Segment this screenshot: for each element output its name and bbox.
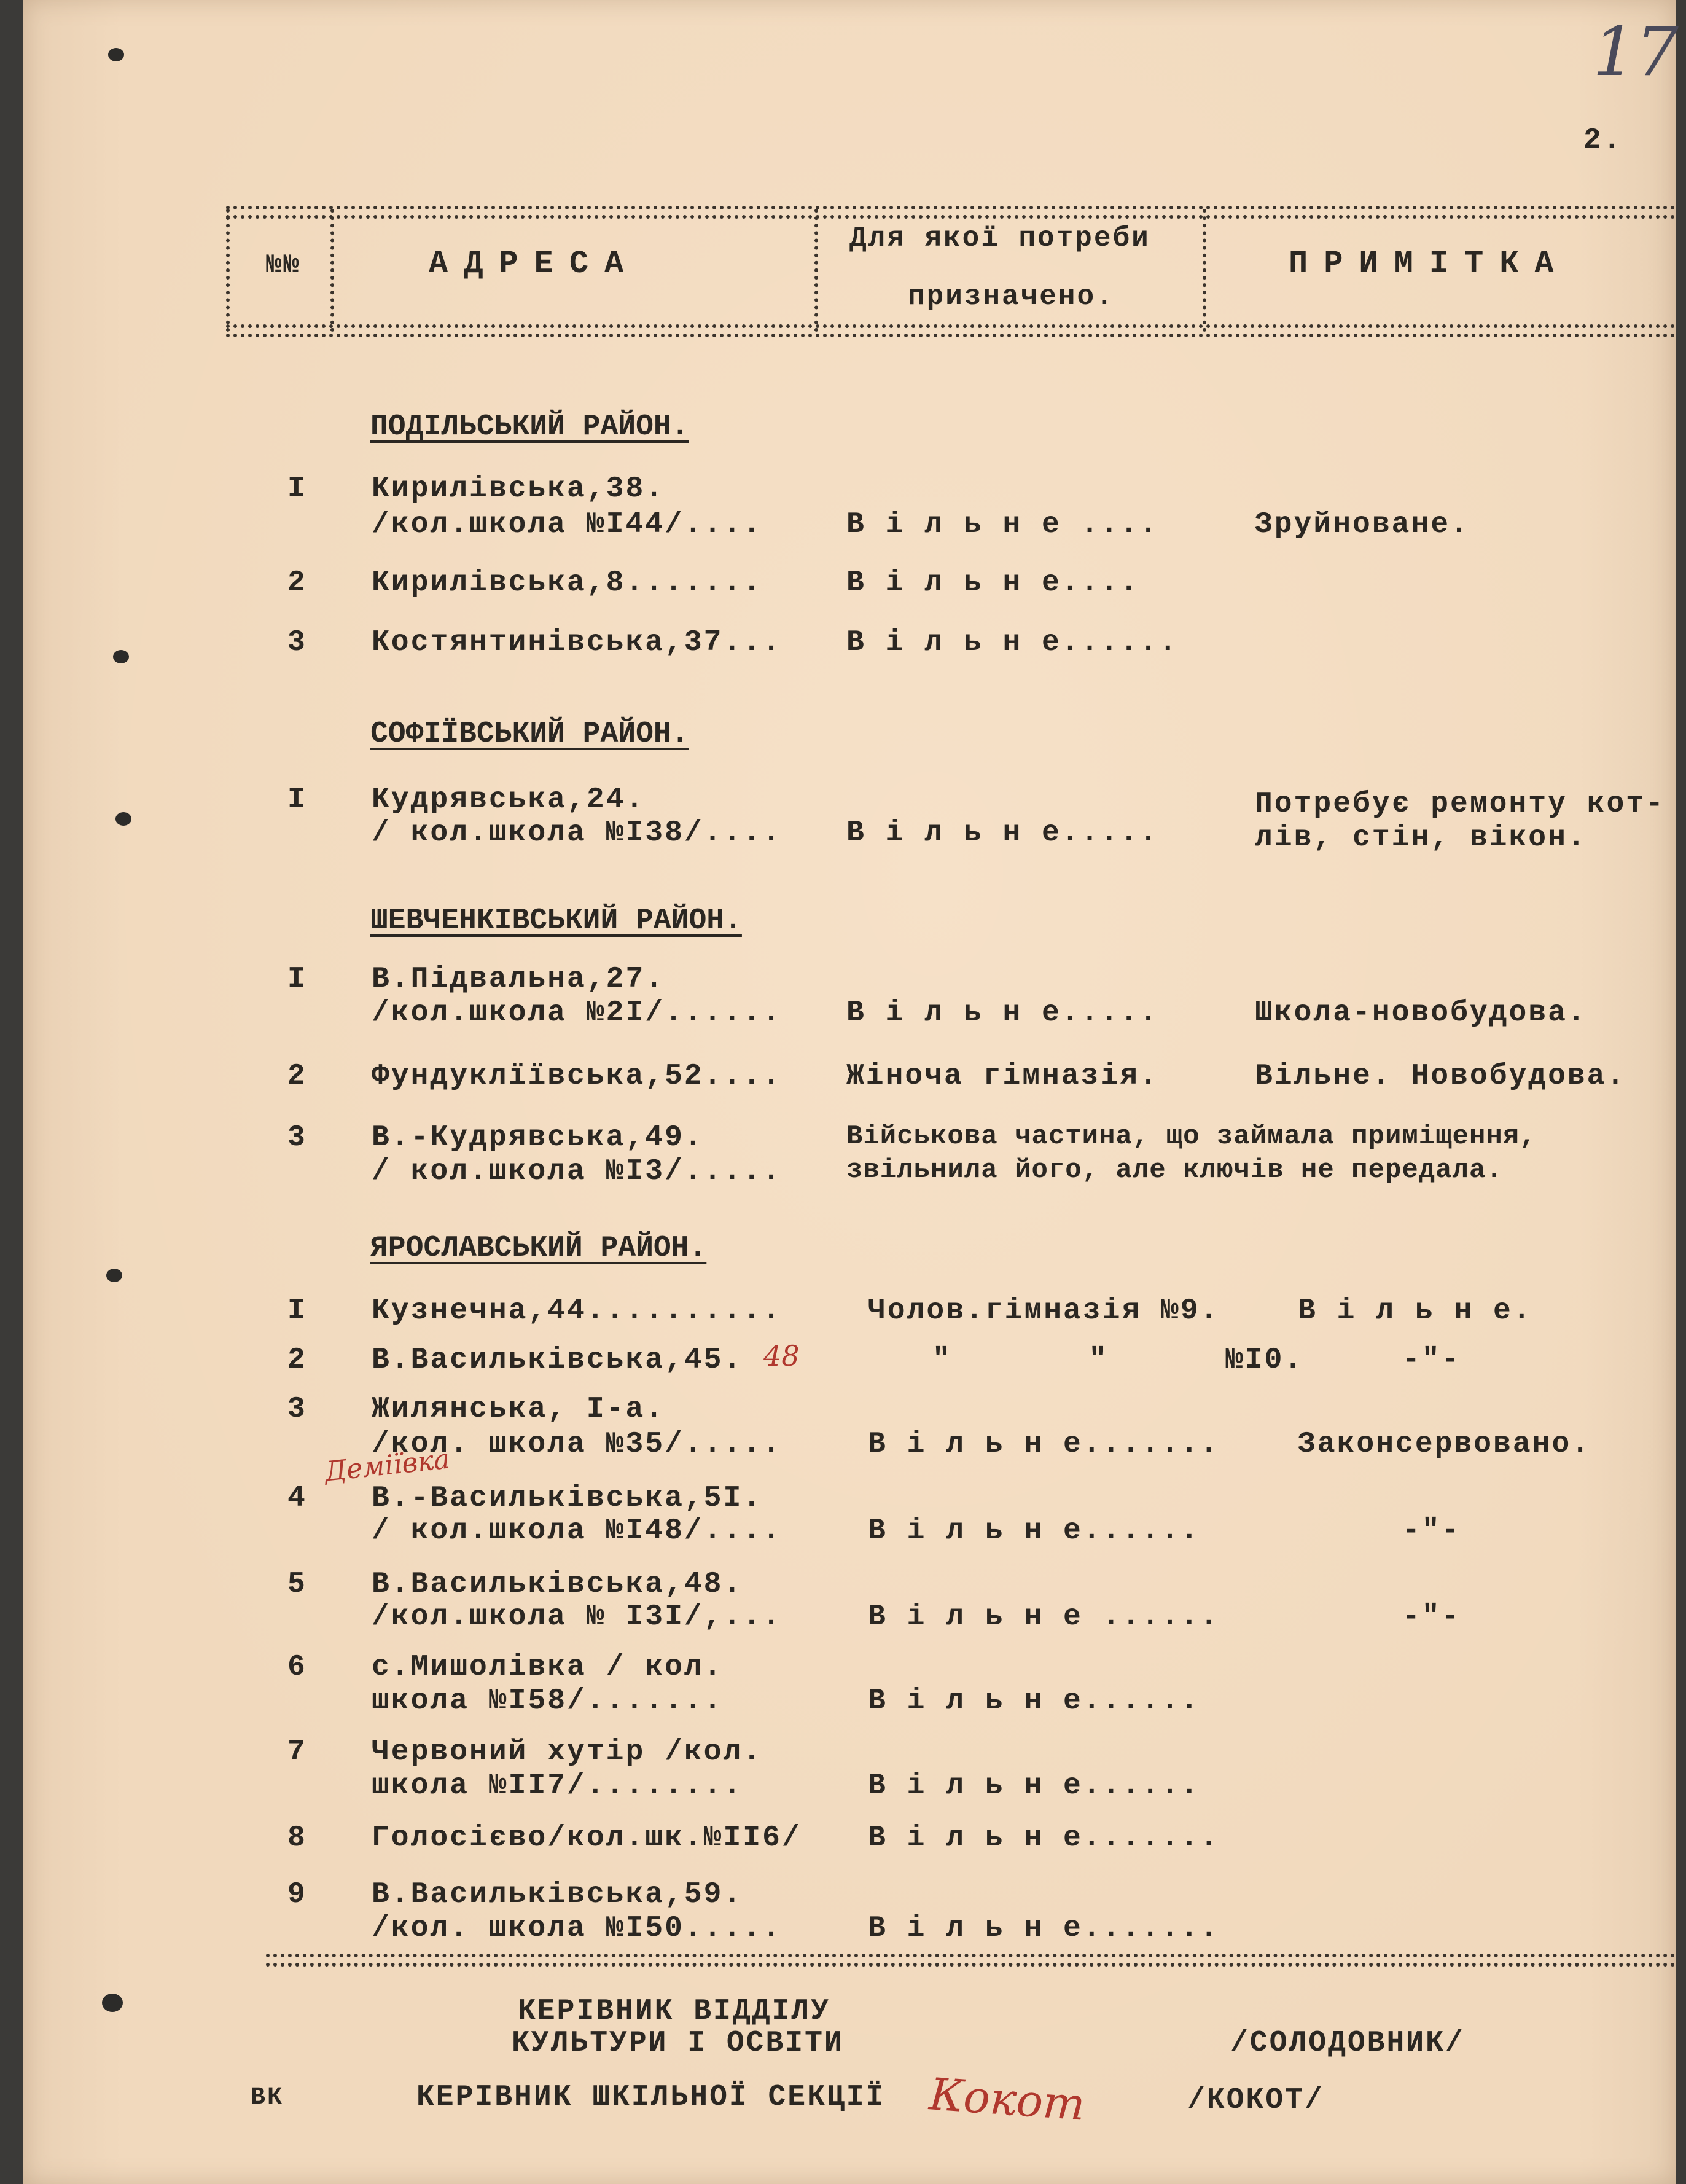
row-address-line2: / кол.школа №I48/.... bbox=[372, 1514, 782, 1548]
row-number: I bbox=[287, 1294, 307, 1328]
row-purpose: Чолов.гімназія №9. bbox=[868, 1294, 1220, 1328]
row-address-line2: школа №I58/....... bbox=[372, 1685, 724, 1718]
row-note: -"- bbox=[1402, 1600, 1461, 1634]
header-column-divider bbox=[1203, 209, 1206, 332]
district-title: ШЕВЧЕНКІВСЬКИЙ РАЙОН. bbox=[370, 904, 742, 937]
handwritten-correction: 48 bbox=[763, 1339, 800, 1372]
row-address-line1: с.Мишолівка / кол. bbox=[372, 1651, 724, 1684]
header-column-divider bbox=[330, 209, 334, 332]
row-number: 5 bbox=[287, 1568, 307, 1601]
row-purpose: В і л ь н е....... bbox=[868, 1428, 1220, 1461]
row-address-line1: В.Підвальна,27. bbox=[372, 963, 665, 996]
archive-number: 17 bbox=[1593, 12, 1679, 91]
row-note: Вільне. Новобудова. bbox=[1255, 1060, 1626, 1093]
binding-hole bbox=[102, 1994, 123, 2012]
header-note: ПРИМІТКА bbox=[1289, 246, 1570, 282]
row-number: I bbox=[287, 963, 307, 996]
row-address-line1: Костянтинівська,37... bbox=[372, 626, 782, 659]
row-note: В і л ь н е. bbox=[1298, 1294, 1532, 1328]
row-address-line2: /кол. школа №I50..... bbox=[372, 1912, 782, 1945]
row-note: -"- bbox=[1402, 1514, 1461, 1548]
row-address-line1: В.Васильківська,48. bbox=[372, 1568, 743, 1601]
row-number: I bbox=[287, 783, 307, 816]
row-address-line1: Кузнечна,44.......... bbox=[372, 1294, 782, 1328]
row-note-line1: Потребує ремонту кот- bbox=[1255, 788, 1665, 821]
row-purpose: В і л ь н е .... bbox=[846, 508, 1159, 541]
row-purpose: В і л ь н е...... bbox=[868, 1769, 1200, 1802]
row-note-line2: лів, стін, вікон. bbox=[1255, 821, 1587, 855]
row-address-line2: школа №II7/........ bbox=[372, 1769, 743, 1802]
row-address-line1: Кирилівська,8....... bbox=[372, 566, 763, 600]
row-purpose: Жіноча гімназія. bbox=[846, 1060, 1159, 1093]
row-address-line1: Жилянська, I-а. bbox=[372, 1393, 665, 1426]
header-bottom-rule bbox=[226, 334, 1676, 337]
row-number: 2 bbox=[287, 1060, 307, 1093]
row-purpose: В і л ь н е...... bbox=[868, 1685, 1200, 1718]
header-column-divider bbox=[226, 209, 230, 332]
row-number: 9 bbox=[287, 1878, 307, 1911]
row-number: 2 bbox=[287, 566, 307, 600]
row-number: 4 bbox=[287, 1482, 307, 1515]
row-purpose: " " №I0. bbox=[932, 1344, 1304, 1377]
binding-hole bbox=[113, 650, 129, 663]
row-address-line1: Голосієво/кол.шк.№II6/ bbox=[372, 1822, 802, 1855]
footer-section-name: /КОКОТ/ bbox=[1187, 2084, 1324, 2117]
row-note: Зруйноване. bbox=[1255, 508, 1470, 541]
footer-head-name: /СОЛОДОВНИК/ bbox=[1230, 2027, 1465, 2060]
row-note: Школа-новобудова. bbox=[1255, 996, 1587, 1030]
table-bottom-rule bbox=[266, 1963, 1676, 1967]
header-num: №№ bbox=[266, 250, 301, 280]
footer-section-head: КЕРІВНИК ШКІЛЬНОЇ СЕКЦІЇ bbox=[416, 2081, 886, 2114]
district-title: ЯРОСЛАВСЬКИЙ РАЙОН. bbox=[370, 1232, 707, 1265]
row-address-line2: /кол.школа №I44/.... bbox=[372, 508, 763, 541]
row-address-line2: / кол.школа №I38/.... bbox=[372, 816, 782, 850]
header-top-rule bbox=[226, 206, 1676, 209]
row-purpose: В і л ь н е..... bbox=[846, 816, 1159, 850]
row-address-line1: В.Васильківська,59. bbox=[372, 1878, 743, 1911]
row-number: 3 bbox=[287, 1393, 307, 1426]
row-purpose: В і л ь н е.... bbox=[846, 566, 1140, 600]
row-number: 7 bbox=[287, 1736, 307, 1769]
header-purpose-line2: призначено. bbox=[908, 281, 1115, 313]
row-note: Законсервовано. bbox=[1298, 1428, 1591, 1461]
row-note: -"- bbox=[1402, 1344, 1461, 1377]
page-number: 2. bbox=[1583, 124, 1623, 157]
row-address-line1: Кирилівська,38. bbox=[372, 472, 665, 506]
row-address-line1: Кудрявська,24. bbox=[372, 783, 646, 816]
footer-initials: ВК bbox=[251, 2084, 284, 2112]
row-purpose: В і л ь н е...... bbox=[846, 626, 1179, 659]
row-number: 2 bbox=[287, 1344, 307, 1377]
binding-hole bbox=[106, 1269, 122, 1282]
row-number: 3 bbox=[287, 626, 307, 659]
footer-head-title-line2: КУЛЬТУРИ І ОСВІТИ bbox=[512, 2027, 844, 2060]
row-number: I bbox=[287, 472, 307, 506]
signature: Кокот bbox=[927, 2068, 1087, 2131]
row-address-line2: /кол.школа №2I/...... bbox=[372, 996, 782, 1030]
row-purpose: В і л ь н е....... bbox=[868, 1822, 1220, 1855]
row-purpose: В і л ь н е..... bbox=[846, 996, 1159, 1030]
row-purpose-line2: звільнила його, але ключів не передала. bbox=[846, 1155, 1503, 1186]
footer-head-title-line1: КЕРІВНИК ВІДДІЛУ bbox=[518, 1995, 830, 2028]
row-address-line1: В.Васильківська,45. bbox=[372, 1344, 743, 1377]
row-address-line2: /кол.школа № I3I/,... bbox=[372, 1600, 782, 1634]
row-purpose: В і л ь н е....... bbox=[868, 1912, 1220, 1945]
header-bottom-rule bbox=[226, 324, 1676, 328]
header-column-divider bbox=[814, 209, 818, 332]
row-address-line1: В.-Васильківська,5I. bbox=[372, 1482, 763, 1515]
row-number: 8 bbox=[287, 1822, 307, 1855]
row-purpose: В і л ь н е ...... bbox=[868, 1600, 1220, 1634]
header-top-rule bbox=[226, 215, 1676, 219]
row-number: 6 bbox=[287, 1651, 307, 1684]
header-address: АДРЕСА bbox=[429, 246, 640, 282]
row-purpose: В і л ь н е...... bbox=[868, 1514, 1200, 1548]
document-page bbox=[23, 0, 1679, 2184]
row-purpose-line1: Військова частина, що займала приміщення, bbox=[846, 1121, 1537, 1152]
table-bottom-rule bbox=[266, 1954, 1676, 1957]
row-address-line2: / кол.школа №I3/..... bbox=[372, 1155, 782, 1188]
header-purpose-line1: Для якої потреби bbox=[849, 222, 1150, 254]
district-title: СОФІЇВСЬКИЙ РАЙОН. bbox=[370, 718, 689, 751]
binding-hole bbox=[108, 48, 124, 61]
handwritten-correction: Деміївка bbox=[322, 1443, 451, 1488]
binding-hole bbox=[115, 812, 131, 826]
district-title: ПОДІЛЬСЬКИЙ РАЙОН. bbox=[370, 410, 689, 444]
row-address-line1: В.-Кудрявська,49. bbox=[372, 1121, 704, 1154]
row-address-line1: Фундуклїївська,52.... bbox=[372, 1060, 782, 1093]
row-address-line1: Червоний хутір /кол. bbox=[372, 1736, 763, 1769]
row-number: 3 bbox=[287, 1121, 307, 1154]
row-address-line2: /кол. школа №35/..... bbox=[372, 1428, 782, 1461]
